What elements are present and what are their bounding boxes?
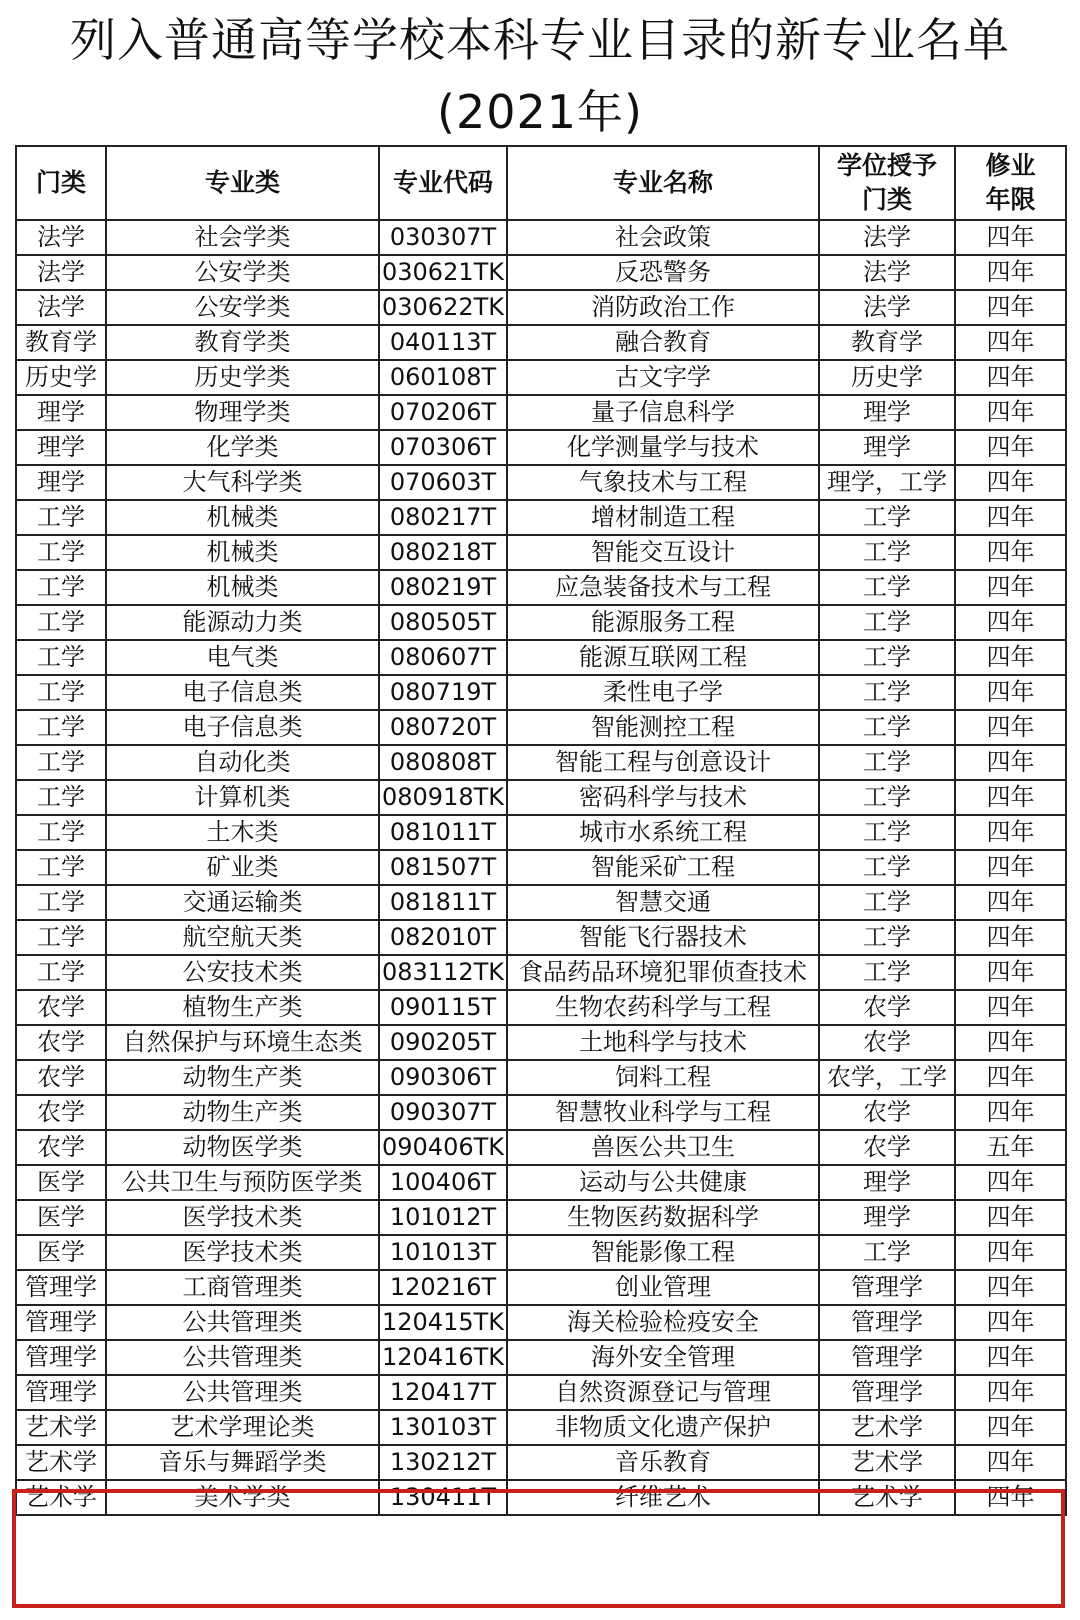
cell-major-name: 古文字学 — [507, 360, 819, 395]
cell-major-name: 海外安全管理 — [507, 1340, 819, 1375]
cell-major-class: 动物生产类 — [106, 1060, 379, 1095]
cell-major-name: 自然资源登记与管理 — [507, 1375, 819, 1410]
cell-major-name: 兽医公共卫生 — [507, 1130, 819, 1165]
cell-major-name: 能源服务工程 — [507, 605, 819, 640]
cell-degree-category: 理学 — [819, 1165, 955, 1200]
header-major-code: 专业代码 — [379, 146, 507, 220]
table-row — [16, 990, 1066, 1025]
cell-degree-category: 工学 — [819, 955, 955, 990]
cell-duration: 四年 — [955, 1480, 1066, 1515]
table-row — [16, 640, 1066, 675]
cell-major-class: 医学技术类 — [106, 1200, 379, 1235]
cell-degree-category: 工学 — [819, 745, 955, 780]
cell-category: 管理学 — [16, 1270, 106, 1305]
cell-duration: 四年 — [955, 220, 1066, 255]
cell-major-name: 饲料工程 — [507, 1060, 819, 1095]
table-row — [16, 1375, 1066, 1410]
cell-major-code: 090307T — [379, 1095, 507, 1130]
cell-duration: 四年 — [955, 290, 1066, 325]
cell-degree-category: 工学 — [819, 920, 955, 955]
cell-degree-category: 理学 — [819, 430, 955, 465]
page-subtitle-year: (2021年) — [437, 85, 643, 139]
cell-major-name: 土地科学与技术 — [507, 1025, 819, 1060]
cell-major-name: 能源互联网工程 — [507, 640, 819, 675]
cell-duration: 四年 — [955, 325, 1066, 360]
table-header-row — [16, 146, 1066, 220]
cell-major-class: 公共管理类 — [106, 1375, 379, 1410]
cell-category: 历史学 — [16, 360, 106, 395]
cell-major-name: 气象技术与工程 — [507, 465, 819, 500]
cell-category: 农学 — [16, 1130, 106, 1165]
cell-major-code: 070306T — [379, 430, 507, 465]
cell-degree-category: 农学 — [819, 990, 955, 1025]
table-row — [16, 745, 1066, 780]
cell-category: 工学 — [16, 920, 106, 955]
cell-major-class: 公安技术类 — [106, 955, 379, 990]
cell-category: 工学 — [16, 885, 106, 920]
cell-duration: 四年 — [955, 745, 1066, 780]
cell-major-code: 040113T — [379, 325, 507, 360]
cell-major-class: 教育学类 — [106, 325, 379, 360]
cell-major-class: 社会学类 — [106, 220, 379, 255]
cell-duration: 四年 — [955, 1375, 1066, 1410]
cell-duration: 四年 — [955, 675, 1066, 710]
cell-category: 艺术学 — [16, 1410, 106, 1445]
cell-duration: 四年 — [955, 850, 1066, 885]
cell-category: 医学 — [16, 1235, 106, 1270]
cell-degree-category: 管理学 — [819, 1270, 955, 1305]
cell-category: 法学 — [16, 255, 106, 290]
cell-duration: 四年 — [955, 1095, 1066, 1130]
table-row — [16, 430, 1066, 465]
cell-major-name: 智能交互设计 — [507, 535, 819, 570]
cell-major-name: 密码科学与技术 — [507, 780, 819, 815]
cell-major-code: 081011T — [379, 815, 507, 850]
cell-degree-category: 管理学 — [819, 1375, 955, 1410]
majors-table — [15, 145, 1067, 1516]
cell-major-class: 历史学类 — [106, 360, 379, 395]
cell-major-code: 030621TK — [379, 255, 507, 290]
cell-duration: 四年 — [955, 1025, 1066, 1060]
cell-degree-category: 教育学 — [819, 325, 955, 360]
cell-duration: 四年 — [955, 1060, 1066, 1095]
cell-category: 工学 — [16, 815, 106, 850]
cell-degree-category: 工学 — [819, 885, 955, 920]
cell-major-class: 航空航天类 — [106, 920, 379, 955]
cell-major-class: 音乐与舞蹈学类 — [106, 1445, 379, 1480]
cell-category: 管理学 — [16, 1305, 106, 1340]
cell-major-name: 智慧交通 — [507, 885, 819, 920]
table-row — [16, 1270, 1066, 1305]
cell-duration: 四年 — [955, 535, 1066, 570]
cell-major-name: 食品药品环境犯罪侦查技术 — [507, 955, 819, 990]
cell-major-name: 纤维艺术 — [507, 1480, 819, 1515]
cell-major-code: 030307T — [379, 220, 507, 255]
cell-major-class: 机械类 — [106, 570, 379, 605]
table-row — [16, 1235, 1066, 1270]
table-row — [16, 1025, 1066, 1060]
cell-major-class: 工商管理类 — [106, 1270, 379, 1305]
header-duration-line2: 年限 — [985, 185, 1036, 214]
cell-category: 工学 — [16, 535, 106, 570]
cell-major-name: 化学测量学与技术 — [507, 430, 819, 465]
table-row — [16, 325, 1066, 360]
cell-major-name: 城市水系统工程 — [507, 815, 819, 850]
table-row — [16, 570, 1066, 605]
cell-major-class: 公安学类 — [106, 255, 379, 290]
cell-major-code: 060108T — [379, 360, 507, 395]
cell-major-name: 增材制造工程 — [507, 500, 819, 535]
cell-major-code: 080219T — [379, 570, 507, 605]
cell-major-code: 083112TK — [379, 955, 507, 990]
cell-category: 工学 — [16, 850, 106, 885]
cell-category: 农学 — [16, 1025, 106, 1060]
cell-degree-category: 工学 — [819, 640, 955, 675]
cell-major-code: 080218T — [379, 535, 507, 570]
cell-major-class: 机械类 — [106, 500, 379, 535]
cell-major-class: 交通运输类 — [106, 885, 379, 920]
cell-major-code: 080505T — [379, 605, 507, 640]
cell-degree-category: 历史学 — [819, 360, 955, 395]
table-row — [16, 255, 1066, 290]
cell-major-class: 美术学类 — [106, 1480, 379, 1515]
cell-duration: 四年 — [955, 710, 1066, 745]
cell-major-class: 能源动力类 — [106, 605, 379, 640]
cell-degree-category: 法学 — [819, 290, 955, 325]
cell-degree-category: 理学 — [819, 1200, 955, 1235]
cell-category: 法学 — [16, 290, 106, 325]
table-row — [16, 500, 1066, 535]
cell-major-name: 智能飞行器技术 — [507, 920, 819, 955]
cell-major-code: 080719T — [379, 675, 507, 710]
cell-category: 工学 — [16, 640, 106, 675]
cell-major-class: 公共管理类 — [106, 1305, 379, 1340]
cell-major-class: 自动化类 — [106, 745, 379, 780]
table-row — [16, 1130, 1066, 1165]
cell-major-class: 大气科学类 — [106, 465, 379, 500]
cell-major-code: 130103T — [379, 1410, 507, 1445]
cell-major-code: 120415TK — [379, 1305, 507, 1340]
cell-major-name: 柔性电子学 — [507, 675, 819, 710]
table-row — [16, 395, 1066, 430]
cell-category: 理学 — [16, 465, 106, 500]
cell-category: 法学 — [16, 220, 106, 255]
cell-major-class: 公共管理类 — [106, 1340, 379, 1375]
cell-degree-category: 管理学 — [819, 1340, 955, 1375]
cell-duration: 四年 — [955, 395, 1066, 430]
cell-degree-category: 工学 — [819, 850, 955, 885]
cell-duration: 四年 — [955, 640, 1066, 675]
cell-major-name: 消防政治工作 — [507, 290, 819, 325]
table-row — [16, 920, 1066, 955]
table-row — [16, 955, 1066, 990]
cell-major-class: 动物生产类 — [106, 1095, 379, 1130]
table-row — [16, 710, 1066, 745]
table-row — [16, 815, 1066, 850]
cell-category: 艺术学 — [16, 1445, 106, 1480]
cell-major-class: 化学类 — [106, 430, 379, 465]
cell-major-name: 应急装备技术与工程 — [507, 570, 819, 605]
cell-duration: 四年 — [955, 465, 1066, 500]
cell-duration: 四年 — [955, 780, 1066, 815]
table-row — [16, 360, 1066, 395]
cell-major-name: 社会政策 — [507, 220, 819, 255]
cell-category: 工学 — [16, 570, 106, 605]
cell-major-name: 反恐警务 — [507, 255, 819, 290]
table-row — [16, 1305, 1066, 1340]
cell-degree-category: 农学 — [819, 1025, 955, 1060]
table-row — [16, 885, 1066, 920]
cell-degree-category: 工学 — [819, 500, 955, 535]
cell-degree-category: 艺术学 — [819, 1480, 955, 1515]
cell-major-name: 运动与公共健康 — [507, 1165, 819, 1200]
cell-category: 医学 — [16, 1200, 106, 1235]
cell-major-class: 机械类 — [106, 535, 379, 570]
table-row — [16, 850, 1066, 885]
cell-degree-category: 工学 — [819, 1235, 955, 1270]
cell-major-class: 物理学类 — [106, 395, 379, 430]
cell-major-code: 090306T — [379, 1060, 507, 1095]
cell-category: 工学 — [16, 710, 106, 745]
cell-duration: 四年 — [955, 255, 1066, 290]
cell-major-code: 080217T — [379, 500, 507, 535]
header-duration — [955, 146, 1066, 220]
cell-major-code: 130411T — [379, 1480, 507, 1515]
cell-major-class: 植物生产类 — [106, 990, 379, 1025]
cell-major-code: 130212T — [379, 1445, 507, 1480]
cell-duration: 四年 — [955, 1200, 1066, 1235]
cell-major-name: 智能影像工程 — [507, 1235, 819, 1270]
cell-degree-category: 法学 — [819, 220, 955, 255]
cell-category: 医学 — [16, 1165, 106, 1200]
cell-major-class: 电子信息类 — [106, 710, 379, 745]
table-row — [16, 535, 1066, 570]
cell-major-class: 电气类 — [106, 640, 379, 675]
page-title: 列入普通高等学校本科专业目录的新专业名单 — [70, 13, 1010, 67]
cell-major-name: 智能工程与创意设计 — [507, 745, 819, 780]
cell-degree-category: 农学 — [819, 1095, 955, 1130]
cell-category: 农学 — [16, 1060, 106, 1095]
table-row — [16, 1445, 1066, 1480]
cell-duration: 四年 — [955, 605, 1066, 640]
cell-major-code: 082010T — [379, 920, 507, 955]
cell-major-name: 非物质文化遗产保护 — [507, 1410, 819, 1445]
cell-degree-category: 理学，工学 — [819, 465, 955, 500]
cell-duration: 四年 — [955, 500, 1066, 535]
cell-duration: 四年 — [955, 1410, 1066, 1445]
cell-major-code: 090205T — [379, 1025, 507, 1060]
header-degree-category — [819, 146, 955, 220]
cell-major-code: 090406TK — [379, 1130, 507, 1165]
cell-duration: 四年 — [955, 1340, 1066, 1375]
table-row — [16, 290, 1066, 325]
table-row — [16, 1340, 1066, 1375]
cell-degree-category: 工学 — [819, 815, 955, 850]
cell-major-code: 120216T — [379, 1270, 507, 1305]
cell-category: 工学 — [16, 500, 106, 535]
cell-category: 农学 — [16, 990, 106, 1025]
cell-degree-category: 艺术学 — [819, 1445, 955, 1480]
cell-major-code: 100406T — [379, 1165, 507, 1200]
cell-duration: 四年 — [955, 920, 1066, 955]
cell-major-code: 080720T — [379, 710, 507, 745]
cell-degree-category: 工学 — [819, 605, 955, 640]
header-degree-line2: 门类 — [861, 185, 912, 214]
cell-major-code: 081507T — [379, 850, 507, 885]
cell-category: 管理学 — [16, 1340, 106, 1375]
cell-duration: 四年 — [955, 1165, 1066, 1200]
cell-major-class: 自然保护与环境生态类 — [106, 1025, 379, 1060]
cell-category: 工学 — [16, 605, 106, 640]
cell-major-code: 030622TK — [379, 290, 507, 325]
cell-duration: 四年 — [955, 1270, 1066, 1305]
cell-major-class: 公安学类 — [106, 290, 379, 325]
cell-category: 理学 — [16, 430, 106, 465]
cell-major-name: 智能采矿工程 — [507, 850, 819, 885]
cell-major-name: 生物医药数据科学 — [507, 1200, 819, 1235]
cell-major-code: 080607T — [379, 640, 507, 675]
cell-major-code: 120417T — [379, 1375, 507, 1410]
cell-major-code: 070206T — [379, 395, 507, 430]
header-category: 门类 — [16, 146, 106, 220]
table-row — [16, 605, 1066, 640]
cell-duration: 四年 — [955, 955, 1066, 990]
cell-category: 工学 — [16, 675, 106, 710]
cell-major-name: 智慧牧业科学与工程 — [507, 1095, 819, 1130]
cell-major-name: 生物农药科学与工程 — [507, 990, 819, 1025]
cell-major-code: 090115T — [379, 990, 507, 1025]
cell-category: 工学 — [16, 780, 106, 815]
cell-major-class: 公共卫生与预防医学类 — [106, 1165, 379, 1200]
cell-category: 管理学 — [16, 1375, 106, 1410]
cell-duration: 四年 — [955, 885, 1066, 920]
header-duration-line1: 修业 — [985, 151, 1036, 180]
cell-degree-category: 艺术学 — [819, 1410, 955, 1445]
cell-major-class: 土木类 — [106, 815, 379, 850]
cell-duration: 四年 — [955, 570, 1066, 605]
header-degree-line1: 学位授予 — [836, 151, 937, 180]
cell-category: 艺术学 — [16, 1480, 106, 1515]
cell-category: 理学 — [16, 395, 106, 430]
cell-major-code: 081811T — [379, 885, 507, 920]
cell-major-code: 080918TK — [379, 780, 507, 815]
cell-duration: 四年 — [955, 360, 1066, 395]
table-row — [16, 465, 1066, 500]
cell-degree-category: 农学 — [819, 1130, 955, 1165]
cell-major-code: 070603T — [379, 465, 507, 500]
cell-degree-category: 工学 — [819, 675, 955, 710]
cell-category: 工学 — [16, 955, 106, 990]
table-row — [16, 1095, 1066, 1130]
cell-major-code: 101013T — [379, 1235, 507, 1270]
cell-degree-category: 农学，工学 — [819, 1060, 955, 1095]
cell-degree-category: 管理学 — [819, 1305, 955, 1340]
table-row — [16, 1480, 1066, 1515]
cell-degree-category: 工学 — [819, 780, 955, 815]
cell-duration: 四年 — [955, 990, 1066, 1025]
cell-major-class: 电子信息类 — [106, 675, 379, 710]
cell-major-code: 101012T — [379, 1200, 507, 1235]
cell-duration: 四年 — [955, 1305, 1066, 1340]
cell-category: 工学 — [16, 745, 106, 780]
cell-degree-category: 理学 — [819, 395, 955, 430]
table-row — [16, 1200, 1066, 1235]
cell-duration: 五年 — [955, 1130, 1066, 1165]
cell-degree-category: 工学 — [819, 535, 955, 570]
table-row — [16, 1060, 1066, 1095]
cell-major-class: 医学技术类 — [106, 1235, 379, 1270]
cell-duration: 四年 — [955, 430, 1066, 465]
cell-major-class: 计算机类 — [106, 780, 379, 815]
cell-duration: 四年 — [955, 1235, 1066, 1270]
cell-degree-category: 工学 — [819, 570, 955, 605]
table-row — [16, 675, 1066, 710]
cell-major-class: 艺术学理论类 — [106, 1410, 379, 1445]
cell-major-name: 创业管理 — [507, 1270, 819, 1305]
cell-degree-category: 法学 — [819, 255, 955, 290]
header-major-class: 专业类 — [106, 146, 379, 220]
cell-duration: 四年 — [955, 815, 1066, 850]
cell-major-class: 动物医学类 — [106, 1130, 379, 1165]
cell-major-class: 矿业类 — [106, 850, 379, 885]
header-major-name: 专业名称 — [507, 146, 819, 220]
table-row — [16, 1410, 1066, 1445]
cell-major-code: 120416TK — [379, 1340, 507, 1375]
cell-major-name: 智能测控工程 — [507, 710, 819, 745]
cell-major-name: 海关检验检疫安全 — [507, 1305, 819, 1340]
cell-major-name: 音乐教育 — [507, 1445, 819, 1480]
table-row — [16, 1165, 1066, 1200]
cell-major-code: 080808T — [379, 745, 507, 780]
cell-degree-category: 工学 — [819, 710, 955, 745]
cell-major-name: 融合教育 — [507, 325, 819, 360]
cell-category: 农学 — [16, 1095, 106, 1130]
cell-category: 教育学 — [16, 325, 106, 360]
cell-duration: 四年 — [955, 1445, 1066, 1480]
cell-major-name: 量子信息科学 — [507, 395, 819, 430]
table-body — [16, 220, 1066, 1515]
table-row — [16, 780, 1066, 815]
table-row — [16, 220, 1066, 255]
